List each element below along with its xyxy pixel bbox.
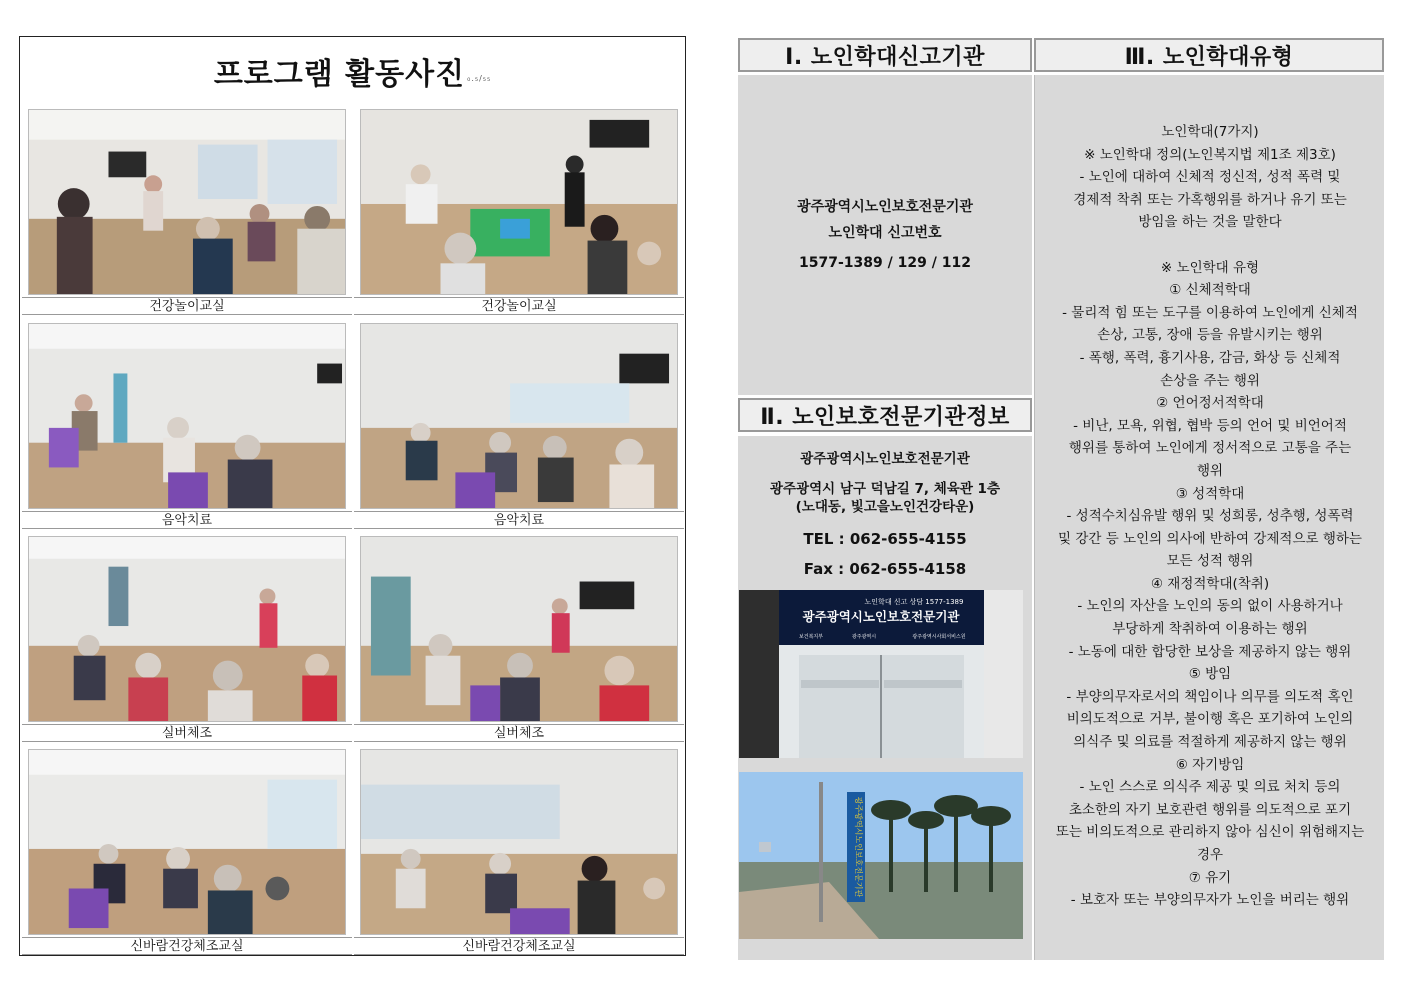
section1-org: 광주광역시노인보호전문기관	[797, 199, 973, 215]
page-title-text: 프로그램 활동사진	[213, 57, 466, 92]
abuse-type-line: - 노인 스스로 의식주 제공 및 의료 처치 등의	[1079, 779, 1341, 796]
abuse-type-line: - 부양의무자로서의 책임이나 의무를 의도적 혹인	[1066, 688, 1354, 705]
abuse-type-line: 초소한의 자기 보호관련 행위를 의도적으로 포기	[1068, 801, 1352, 818]
abuse-type-line: 또는 비의도적으로 관리하지 않아 심신이 위험해지는	[1055, 824, 1365, 841]
photo-cell	[22, 319, 352, 531]
photo-cell	[354, 319, 684, 531]
agency-address: 광주광역시 남구 덕남길 7, 체육관 1층	[770, 481, 1000, 497]
activity-photo	[28, 749, 346, 935]
agency-sign-photo	[739, 590, 1023, 758]
title-mark: ₀.₅/₅₅	[467, 73, 492, 83]
blank-line	[1035, 234, 1385, 257]
sign-top-text: 노인학대 신고 상담 1577-1389	[864, 598, 964, 606]
abuse-type-line: ② 언어정서적학대	[1156, 395, 1264, 412]
abuse-type-line: - 노인에 대하여 신체적 정신적, 성적 폭력 및	[1079, 169, 1341, 186]
sign-logo-3: 광주광역시사회서비스원	[912, 634, 966, 640]
abuse-type-line: - 노동에 대한 합당한 보상을 제공하지 않는 행위	[1068, 643, 1352, 660]
abuse-type-line: 비의도적으로 거부, 불이행 혹은 포기하여 노인의	[1066, 711, 1354, 728]
photo-caption: 음악치료	[354, 511, 684, 529]
report-numbers: 1577-1389 / 129 / 112	[799, 255, 971, 271]
sign-logo-2: 광주광역시	[851, 634, 877, 640]
section1-panel	[738, 75, 1032, 395]
abuse-type-line: 부당하게 착취하여 이용하는 행위	[1112, 621, 1308, 638]
abuse-type-line: - 노인의 자산을 노인의 동의 없이 사용하거나	[1077, 598, 1343, 615]
photo-caption: 신바람건강체조교실	[22, 937, 352, 955]
photo-page	[19, 36, 686, 956]
abuse-type-line: 경우	[1196, 847, 1224, 863]
abuse-type-line: 의식주 및 의료를 적절하게 제공하지 않는 행위	[1073, 734, 1347, 751]
activity-photo	[360, 109, 678, 295]
sign-main-text: 광주광역시노인보호전문기관	[802, 609, 960, 624]
street-banner-photo	[739, 772, 1023, 939]
photo-caption: 실버체조	[354, 724, 684, 742]
photo-cell	[354, 105, 684, 317]
abuse-type-line: 및 강간 등 노인의 의사에 반하여 강제적으로 행하는	[1058, 530, 1362, 547]
abuse-type-line: 손상을 주는 행위	[1160, 372, 1260, 389]
photo-cell	[354, 745, 684, 957]
photo-caption: 건강놀이교실	[22, 297, 352, 315]
agency-fax: Fax : 062-655-4158	[803, 560, 967, 578]
sign-logo-1: 보건복지부	[798, 634, 824, 640]
abuse-type-line: ※ 노인학대 유형	[1160, 259, 1260, 276]
section1-label: 노인학대 신고번호	[828, 225, 942, 241]
abuse-type-line: 경제적 착취 또는 가혹행위를 하거나 유기 또는	[1073, 191, 1347, 208]
abuse-type-line: 행위를 통하여 노인에게 정서적으로 고통을 주는	[1068, 440, 1352, 457]
abuse-type-line: ① 신체적학대	[1169, 282, 1251, 299]
photo-caption: 실버체조	[22, 724, 352, 742]
abuse-type-line: - 성적수치심유발 행위 및 성희롱, 성추행, 성폭력	[1066, 508, 1354, 525]
activity-photo	[360, 749, 678, 935]
agency-name: 광주광역시노인보호전문기관	[800, 451, 970, 467]
abuse-type-line: 손상, 고통, 장애 등을 유발시키는 행위	[1097, 327, 1323, 344]
section2-header: Ⅱ. 노인보호전문기관정보	[738, 398, 1032, 432]
agency-tel: TEL : 062-655-4155	[803, 530, 967, 548]
photo-cell	[22, 532, 352, 744]
abuse-type-line: - 보호자 또는 부양의무자가 노인을 버리는 행위	[1070, 892, 1350, 909]
page-title	[20, 37, 685, 105]
abuse-type-line: ⑦ 유기	[1188, 869, 1232, 886]
banner-text: 광주광역시노인보호전문기관	[854, 796, 863, 898]
abuse-type-line: - 물리적 힘 또는 도구를 이용하여 노인에게 신체적	[1062, 304, 1358, 321]
activity-photo	[28, 109, 346, 295]
photo-cell	[354, 532, 684, 744]
section3-panel	[1034, 75, 1384, 960]
abuse-type-line: ※ 노인학대 정의(노인복지법 제1조 제3호)	[1084, 146, 1336, 163]
section3-header: Ⅲ. 노인학대유형	[1034, 38, 1384, 72]
photo-caption: 신바람건강체조교실	[354, 937, 684, 955]
abuse-type-line: 모든 성적 행위	[1166, 553, 1254, 570]
abuse-type-line: - 비난, 모욕, 위협, 협박 등의 언어 및 비언어적	[1073, 417, 1347, 434]
section1-header: Ⅰ. 노인학대신고기관	[738, 38, 1032, 72]
photo-cell	[22, 745, 352, 957]
activity-photo	[28, 323, 346, 509]
photo-caption: 음악치료	[22, 511, 352, 529]
agency-address-detail: (노대동, 빛고을노인건강타운)	[795, 499, 975, 515]
abuse-type-line: 방임을 하는 것을 말한다	[1138, 214, 1282, 231]
abuse-type-line: ③ 성적학대	[1175, 485, 1245, 502]
activity-photo	[28, 536, 346, 722]
activity-photo	[360, 323, 678, 509]
abuse-types-text	[1035, 121, 1385, 912]
activity-photo	[360, 536, 678, 722]
abuse-type-line: - 폭행, 폭력, 흉기사용, 감금, 화상 등 신체적	[1079, 349, 1341, 366]
abuse-type-line: 행위	[1196, 462, 1224, 479]
photo-cell	[22, 105, 352, 317]
agency-info	[738, 450, 1032, 578]
photo-caption: 건강놀이교실	[354, 297, 684, 315]
abuse-type-line: 노인학대(7가지)	[1161, 124, 1259, 140]
abuse-type-line: ⑥ 자기방임	[1175, 756, 1245, 773]
abuse-type-line: ④ 재정적학대(착취)	[1150, 575, 1270, 592]
abuse-type-line: ⑤ 방임	[1188, 666, 1232, 683]
